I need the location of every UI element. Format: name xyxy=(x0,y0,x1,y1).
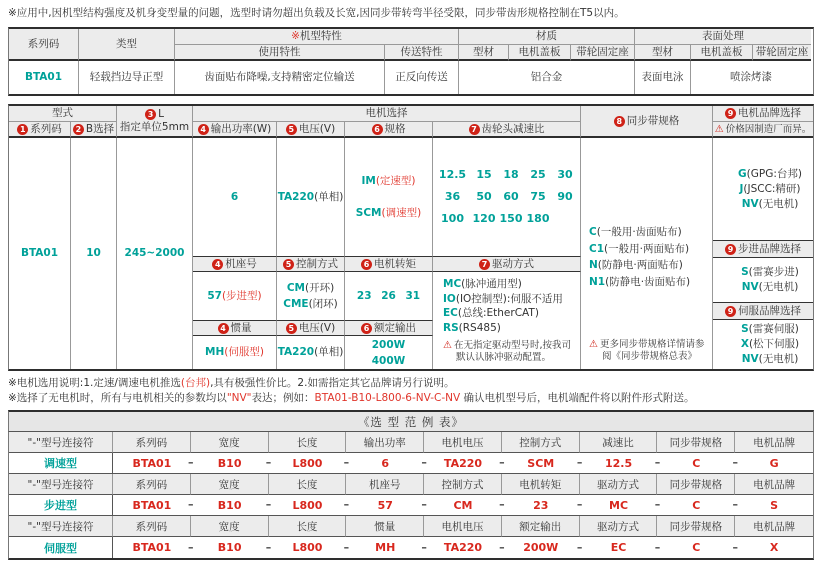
motor-brand-list xyxy=(713,138,813,240)
belt-more-note: ⚠ 更多同步带规格详情请参阅《同步带规格总表》 xyxy=(589,339,705,362)
ratio-row: 100 120 150 180 xyxy=(441,212,550,225)
servo-voltage: TA220 (单相) xyxy=(277,336,345,369)
belt-spec-cell xyxy=(581,138,713,369)
spec-overview-table xyxy=(8,27,814,96)
list-item: NV(无电机) xyxy=(741,353,799,365)
ratio-row: 12.5 15 18 25 30 xyxy=(438,168,573,181)
example-type-servo: 伺服型 xyxy=(9,537,113,558)
list-item: RS(RS485) xyxy=(443,321,501,334)
body-series-code: BTA01 xyxy=(9,138,71,369)
header-length-unit: 指定单位5mm xyxy=(119,121,190,133)
list-item: X(松下伺服) xyxy=(740,338,800,350)
list-item: NV(无电机) xyxy=(741,197,799,210)
num-4-badge: 4 xyxy=(198,124,209,135)
example-type-stepper: 步进型 xyxy=(9,495,113,516)
footnotes xyxy=(8,376,812,406)
header-transfer-feature: 传送特性 xyxy=(385,45,459,61)
header-drive-mode: 7 驱动方式 xyxy=(433,256,581,272)
warning-icon: ⚠ xyxy=(714,123,724,135)
header-rated-output: 6 额定输出 xyxy=(345,320,433,336)
header-surface-motor-cover: 电机盖板 xyxy=(691,45,753,61)
connector-header: "-"型号连接符 xyxy=(9,516,113,537)
header-control-mode: 5 控制方式 xyxy=(277,256,345,272)
example-type-speed: 调速型 xyxy=(9,453,113,474)
header-series: 1 系列码 xyxy=(9,122,71,138)
material-value: 铝合金 xyxy=(459,61,635,94)
header-b-select: 2 B选择 xyxy=(71,122,117,138)
application-note: ※应用中,因机型结构强度及机身变型量的问题，选型时请勿超出负载及长宽,因同步带转弯半径受限，同步带齿形规格控制在T5以内。 xyxy=(8,7,625,19)
header-material-profile: 型材 xyxy=(459,45,509,61)
list-item: C1(一般用·两面贴布) xyxy=(589,242,690,255)
drive-mode-cell xyxy=(433,272,581,369)
stepper-torque: 23 26 31 xyxy=(345,272,433,320)
header-use-feature: 使用特性 xyxy=(175,45,385,61)
servo-inertia: MH (伺服型) xyxy=(193,336,277,369)
header-servo-brand: 9 伺服品牌选择 xyxy=(713,302,813,320)
dash-connector: – xyxy=(188,455,194,469)
list-item: CME(闭环) xyxy=(283,298,338,310)
header-belt-spec: 8 同步带规格 xyxy=(581,106,713,138)
num-2-badge: 2 xyxy=(73,124,84,135)
drive-mode-list xyxy=(443,277,563,335)
list-item: EC(总线:EtherCAT) xyxy=(443,307,539,319)
surface-profile-value: 表面电泳 xyxy=(635,61,691,94)
header-spec: 6 规格 xyxy=(345,122,433,138)
surface-paint-value: 喷涂烤漆 xyxy=(730,71,772,83)
body-b-select: 10 xyxy=(71,138,117,369)
list-item: 200W xyxy=(371,338,406,351)
num-1-badge: 1 xyxy=(17,124,28,135)
header-length: 3 L 指定单位5mm xyxy=(117,106,193,138)
ac-spec-list xyxy=(345,138,433,256)
header-surface-pulley-seat: 带轮固定座 xyxy=(753,45,811,61)
header-voltage: 5 电压(V) xyxy=(277,122,345,138)
servo-brand-list xyxy=(713,320,813,369)
list-item: 400W xyxy=(371,354,406,367)
warning-icon: ⚠ xyxy=(589,339,598,350)
use-feature-value: 齿面贴布降噪,支持精密定位输送 xyxy=(175,61,385,94)
belt-spec-list xyxy=(589,224,690,290)
warning-icon: ⚠ xyxy=(443,340,452,351)
header-surface-group: 表面处理 xyxy=(635,29,811,45)
list-item: S(雷赛伺服) xyxy=(741,323,799,335)
list-item: S(雷赛步进) xyxy=(741,266,799,278)
header-motor-brand: 9 电机品牌选择 xyxy=(713,106,813,122)
ratio-row: 36 50 60 75 90 xyxy=(444,190,573,203)
num-8-badge: 8 xyxy=(614,116,625,127)
stepper-brand-list xyxy=(713,258,813,302)
body-length-range: 245~2000 xyxy=(117,138,193,369)
connector-header: "-"型号连接符 xyxy=(9,432,113,453)
list-item: IM(定速型) xyxy=(361,175,416,187)
num-3-badge: 3 xyxy=(145,109,156,120)
header-motor-torque: 6 电机转矩 xyxy=(345,256,433,272)
header-material-group: 材质 xyxy=(459,29,635,45)
num-5-badge: 5 xyxy=(286,124,297,135)
list-item: NV(无电机) xyxy=(741,281,799,293)
header-type: 类型 xyxy=(79,29,175,61)
header-stepper-brand: 9 步进品牌选择 xyxy=(713,240,813,258)
header-material-motor-cover: 电机盖板 xyxy=(509,45,571,61)
list-item: SCM(调速型) xyxy=(355,207,422,219)
header-gear-ratio: 7 齿轮头减速比 xyxy=(433,122,581,138)
list-item: CM(开环) xyxy=(286,282,335,294)
selection-table xyxy=(8,104,814,371)
example-table: "-"型号连接符 系列码 宽度 长度 输出功率 电机电压 控制方式 减速比 同步带规格 电机品牌 调速型 BTA01 – B10 – L800 – 6 – TA220 – SCM – 12.5 – C – G "-"型号连接符 系列码 宽度 长度 机座号 控制方式 电机转矩 驱动方式 同步带规格 电机品牌 步进型 BTA01 – B10 – L800 – 57 – CM – 23 – MC – C – S "-"型号连接符 系列码 宽度 长度 惯量 电机电压 额定输出 驱动方式 同步带规格 电机品牌 伺服型 BTA01 – B10 – L800 – MH – TA220 – 200W – EC – C – X xyxy=(8,431,814,560)
example-table-title: 《选 型 范 例 表》 xyxy=(8,410,814,431)
num-9-badge: 9 xyxy=(725,108,736,119)
list-item: G(GPG:台邦) xyxy=(738,167,802,180)
list-item: N(防静电·两面贴布) xyxy=(589,259,683,271)
type-value: 轻载挡边导正型 xyxy=(79,61,175,94)
brand-column xyxy=(713,138,813,369)
list-item: N1(防静电·齿面贴布) xyxy=(589,275,691,288)
series-code-value: BTA01 xyxy=(9,61,79,94)
motor-selection-note: ※电机选用说明:1.定速/调速电机推选(台邦),具有极强性价比。2.如需指定其它品牌请另行说明。 xyxy=(8,377,455,389)
servo-rated-list xyxy=(345,336,433,369)
header-series-code: 系列码 xyxy=(9,29,79,61)
stepper-frame: 57 (步进型) xyxy=(193,272,277,320)
ac-output-power: 6 xyxy=(193,138,277,256)
header-servo-voltage: 5 电压(V) xyxy=(277,320,345,336)
num-7-badge: 7 xyxy=(469,124,480,135)
header-surface-profile: 型材 xyxy=(635,45,691,61)
gear-ratio-grid xyxy=(433,138,581,256)
header-motor-group: 电机选择 xyxy=(193,106,581,122)
ac-voltage: TA220 (单相) xyxy=(277,138,345,256)
header-material-pulley-seat: 带轮固定座 xyxy=(571,45,635,61)
list-item: IO(IO控制型):伺服不适用 xyxy=(443,292,563,305)
transfer-feature-value: 正反向传送 xyxy=(385,61,459,94)
header-output-power: 4 输出功率(W) xyxy=(193,122,277,138)
header-model-group: 型式 xyxy=(9,106,117,122)
connector-header: "-"型号连接符 xyxy=(9,474,113,495)
header-machine-feature-group: ※ 机型特性 xyxy=(175,29,459,45)
header-frame-size: 4 机座号 xyxy=(193,256,277,272)
drive-default-note: ⚠ 在无指定驱动型号时,按我司默认认脉冲驱动配置。 xyxy=(443,340,571,363)
no-motor-note: ※选择了无电机时，所有与电机相关的参数均以"NV"表达；例如：BTA01-B10-L800-6-NV-C-NV 确认电机型号后，电机端配件将以附件形式附送。 xyxy=(8,392,695,404)
list-item: J(JSCC:精研) xyxy=(739,182,801,195)
stepper-control-list xyxy=(277,272,345,320)
brand-price-note: ⚠ 价格因制造厂而异。 xyxy=(713,122,813,138)
header-inertia: 4 惯量 xyxy=(193,320,277,336)
list-item: C(一般用·齿面贴布) xyxy=(589,226,682,238)
num-6-badge: 6 xyxy=(372,124,383,135)
list-item: MC(脉冲通用型) xyxy=(443,278,522,290)
